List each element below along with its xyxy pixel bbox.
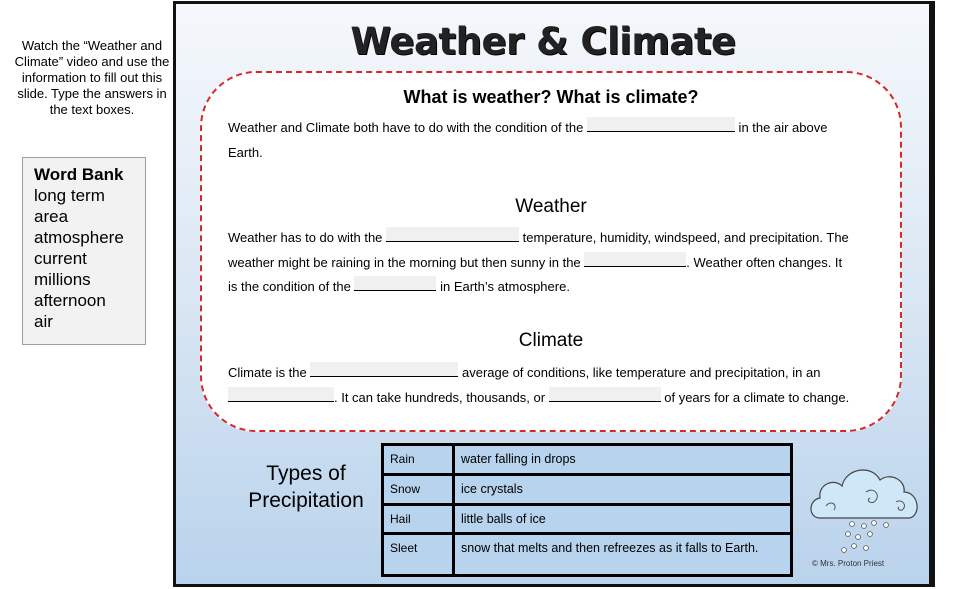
climate-paragraph (228, 361, 878, 410)
answer-textbox-current[interactable] (386, 227, 519, 242)
precip-type-cell: Snow (383, 475, 454, 505)
precip-type-cell: Sleet (383, 534, 454, 576)
precip-description-cell: water falling in drops (454, 445, 792, 475)
slide-edge (929, 4, 933, 584)
precip-description-cell: snow that melts and then refreezes as it falls to Earth. (454, 534, 792, 576)
weather-text: temperature, humidity, windspeed, and precipitation. The (519, 230, 849, 245)
slide-title: Weather & Climate (350, 20, 736, 63)
precipitation-title: Types of Precipitation (248, 462, 364, 512)
intro-text: Weather and Climate both have to do with the condition of the (228, 120, 587, 135)
word-bank-item: air (34, 312, 53, 331)
word-bank-title: Word Bank (34, 165, 124, 184)
word-bank-item: area (34, 207, 69, 226)
precip-description-cell: little balls of ice (454, 505, 792, 534)
weather-heading: Weather (515, 196, 587, 217)
table-row (383, 534, 792, 576)
weather-text: weather might be raining in the morning but then sunny in the (228, 254, 585, 270)
precip-type-cell: Rain (383, 445, 454, 475)
word-bank-item: current (34, 249, 87, 268)
answer-textbox-afternoon[interactable] (584, 252, 686, 267)
table-row (383, 445, 792, 475)
intro-text: Earth. (228, 144, 263, 160)
word-bank-item: millions (34, 270, 91, 289)
weather-text: Weather has to do with the (228, 230, 387, 245)
weather-text: is the condition of the (228, 279, 355, 294)
climate-heading: Climate (518, 330, 584, 351)
precip-type-cell: Hail (383, 505, 454, 534)
answer-textbox-air[interactable] (587, 117, 735, 132)
intro-heading: What is weather? What is climate? (403, 87, 699, 107)
intro-text: in the air above (734, 120, 828, 135)
answer-textbox-long-term[interactable] (310, 362, 458, 377)
word-bank (22, 157, 146, 345)
word-bank-item: afternoon (34, 291, 106, 310)
climate-text: Climate is the (228, 365, 311, 380)
intro-paragraph (228, 116, 878, 165)
answer-textbox-atmosphere[interactable] (354, 276, 436, 291)
table-row (383, 475, 792, 505)
weather-text: in Earth’s atmosphere. (436, 279, 570, 294)
answer-textbox-millions[interactable] (549, 387, 661, 402)
snow-cloud-icon (806, 462, 924, 558)
climate-text: of years for a climate to change. (660, 389, 850, 405)
weather-text: . Weather often changes. It (686, 254, 843, 270)
climate-text: average of conditions, like temperature and precipitation, in an (458, 365, 821, 380)
climate-text: . It can take hundreds, thousands, or (334, 389, 549, 405)
instructions-text: Watch the “Weather and Climate” video and use the information to fill out this slide. Type the answers in the text boxes. (14, 38, 170, 117)
answer-textbox-area[interactable] (228, 387, 334, 402)
word-bank-item: long term (34, 186, 105, 205)
precip-description-cell: ice crystals (454, 475, 792, 505)
word-bank-item: atmosphere (34, 228, 124, 247)
precipitation-table (381, 443, 793, 577)
credit-text: © Mrs. Proton Priest (812, 559, 885, 568)
table-row (383, 505, 792, 534)
weather-paragraph (228, 226, 878, 300)
